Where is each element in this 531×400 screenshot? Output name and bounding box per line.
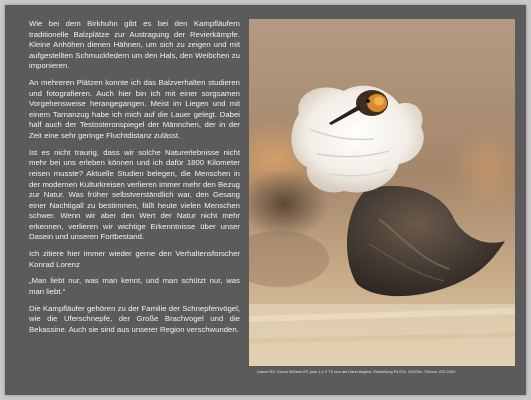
bird-photo-icon	[249, 19, 515, 366]
article-text	[29, 19, 240, 342]
quote: „Man liebt nur, was man kennt, und man schützt nur, was man liebt.“	[29, 276, 240, 297]
ruff-photo	[249, 19, 515, 366]
paragraph-3: Ist es nicht traurig, dass wir solche Naturerlebnisse nicht mehr bei uns erleben können und ich dafür 1800 Kilometer reisen musste? Aktuelle Studien belegen, die Menschen in der modernen Kulturkreisen verlieren immer mehr den Bezug zur Natur. Was früher selbstverständlich war, den Gesang einer Nachtigall zu bestimmen, fällt heute vielen Menschen schwer. Wenn wir aber den Wert der Natur nicht mehr erkennen, verlieren wir wichtige Erkenntnisse über unser Dasein und unseren Fortbestand.	[29, 147, 240, 242]
photo-caption: Canon R5, Canon 500mm EF, plus 1,4 X TK aus der Hand liegend, Einstellung F# f5,6, 1/2000s, 700mm, ISO 2000	[257, 369, 456, 374]
magazine-page	[5, 5, 526, 395]
paragraph-1: Wie bei dem Birkhuhn gibt es bei den Kampfläufern traditionelle Balzplätze zur Austragung der Revierkämpfe. Kleine Anhöhen dienen Hähnen, um sich zu zeigen und mit aufgestellten Schmuckfedern um den Hals, den Weibchen zu imponieren.	[29, 19, 240, 71]
paragraph-4: Ich zitiere hier immer wieder gerne den Verhaltensforscher Konrad Lorenz	[29, 249, 240, 269]
paragraph-2: An mehreren Plätzen konnte ich das Balzverhalten studieren und fotografieren. Auch hier bin ich mit einer sorgsamen Vorgehensweise herangegangen. Meist im Liegen und mit einem Tarnanzug habe ich mich auf die Lauer gelegt. Dabei half auch der Testosteronspiegel der Männchen, der in der Zeit eine sehr geringe Fluchtdistanz zulässt.	[29, 78, 240, 141]
paragraph-6: Die Kampfläufer gehören zu der Familie der Schnepfenvögel, wie die Uferschnepfe, der Große Brachvogel und die Bekassine. Auch sie sind aus unserer Region verschwunden.	[29, 303, 240, 334]
